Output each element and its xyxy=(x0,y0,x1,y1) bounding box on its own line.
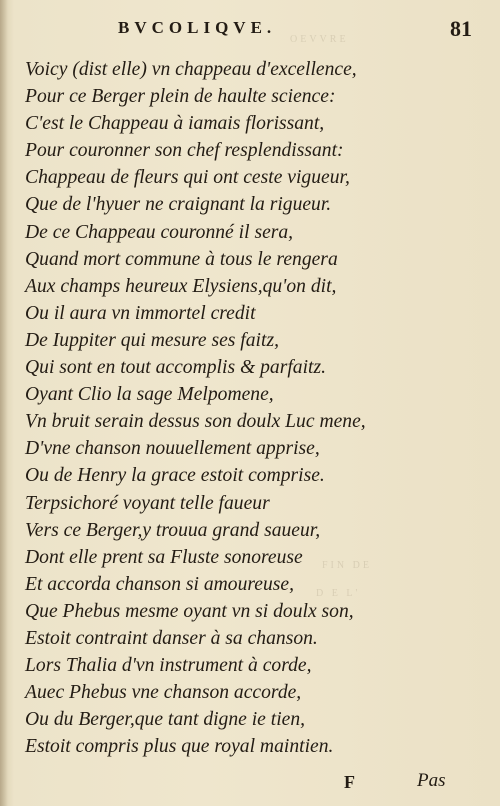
running-head: BVCOLIQVE. xyxy=(118,18,277,37)
verse-line: Quand mort commune à tous le rengera xyxy=(25,248,338,270)
verse-line: Oyant Clio la sage Melpomene, xyxy=(25,384,274,406)
verse-line: Ou du Berger,que tant digne ie tien, xyxy=(25,709,306,731)
verse-line: Que de l'hyuer ne craignant la rigueur. xyxy=(25,194,332,216)
verse-line: Aux champs heureux Elysiens,qu'on dit, xyxy=(25,275,337,297)
verse-line: Que Phebus mesme oyant vn si doulx son, xyxy=(25,600,354,622)
verse-line: C'est le Chappeau à iamais florissant, xyxy=(25,113,325,135)
signature-mark: F xyxy=(344,772,355,792)
verse-line: Dont elle prent sa Fluste sonoreuse xyxy=(25,546,303,568)
show-through-text: OEVVRE xyxy=(290,34,349,45)
verse-line: De Iuppiter qui mesure ses faitz, xyxy=(25,329,279,351)
verse-line: Estoit compris plus que royal maintien. xyxy=(25,736,334,758)
verse-line: Estoit contraint danser à sa chanson. xyxy=(25,627,318,649)
show-through-text: FIN DE xyxy=(322,560,372,571)
verse-line: Vers ce Berger,y trouua grand saueur, xyxy=(25,519,321,541)
gutter-shadow xyxy=(0,0,8,806)
verse-line: Lors Thalia d'vn instrument à corde, xyxy=(25,655,312,677)
verse-line: Et accorda chanson si amoureuse, xyxy=(25,573,295,595)
verse-line: Ou il aura vn immortel credit xyxy=(25,302,256,324)
page-header xyxy=(0,18,500,48)
verse-line: Ou de Henry la grace estoit comprise. xyxy=(25,465,325,487)
page-number: 81 xyxy=(450,16,472,41)
verse-line: Qui sont en tout accomplis & parfaitz. xyxy=(25,357,326,379)
poem-text xyxy=(25,56,485,760)
catchword: Pas xyxy=(417,770,446,791)
verse-line: De ce Chappeau couronné il sera, xyxy=(25,221,294,243)
verse-line: Vn bruit serain dessus son doulx Luc mene, xyxy=(25,411,366,433)
verse-line: Pour couronner son chef resplendissant: xyxy=(25,140,344,162)
page-footer xyxy=(0,770,500,800)
verse-line: D'vne chanson nouuellement apprise, xyxy=(25,438,320,460)
show-through-text: D E L' xyxy=(316,588,361,599)
verse-line: Chappeau de fleurs qui ont ceste vigueur, xyxy=(25,167,350,189)
verse-line: Pour ce Berger plein de haulte science: xyxy=(25,86,336,108)
verse-line: Terpsichoré voyant telle faueur xyxy=(25,492,270,514)
verse-line: Auec Phebus vne chanson accorde, xyxy=(25,682,302,704)
verse-line: Voicy (dist elle) vn chappeau d'excellence, xyxy=(25,59,357,80)
